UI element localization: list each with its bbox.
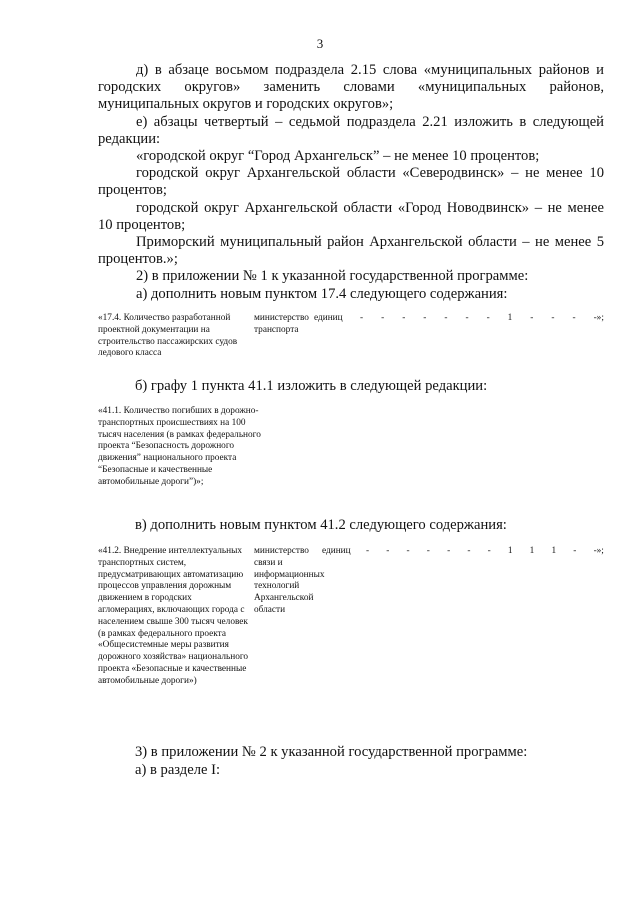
value-cell: - — [487, 546, 491, 556]
value-cell: - — [381, 313, 385, 323]
row-responsible: министерство транспорта — [254, 313, 309, 335]
value-cell: - — [467, 546, 471, 556]
value-cell: - — [486, 313, 490, 323]
value-cell: - — [366, 546, 370, 556]
value-cell: - — [530, 313, 534, 323]
amendment-text — [98, 62, 604, 303]
paragraph-3: 3) в приложении № 2 к указанной государственной программе: — [135, 744, 528, 760]
page-number: 3 — [316, 36, 324, 51]
value-cell: - — [386, 546, 390, 556]
quote-primorsky: Приморский муниципальный район Архангельской области – не менее 5 процентов.»; — [98, 234, 604, 268]
value-cell: 1 — [551, 546, 557, 556]
value-cell: - — [426, 546, 430, 556]
value-cell: - — [447, 546, 451, 556]
row-indicator-name: «17.4. Количество разработанной проектной документации на строительство пассажирских судов ледового класса — [98, 313, 238, 359]
value-cell: -»; — [593, 546, 604, 556]
value-cell: - — [465, 313, 469, 323]
value-cell: - — [423, 313, 427, 323]
value-cell: - — [573, 546, 577, 556]
value-cell: - — [572, 313, 576, 323]
value-cell: - — [402, 313, 406, 323]
heading-b: б) графу 1 пункта 41.1 изложить в следующей редакции: — [135, 378, 488, 394]
row-responsible: министерство связи и информационных технологий Архангельской области — [254, 546, 325, 615]
value-cell: - — [406, 546, 410, 556]
row-values — [366, 546, 604, 556]
value-cell: - — [360, 313, 364, 323]
row-unit: единиц — [314, 313, 343, 323]
heading-v: в) дополнить новым пунктом 41.2 следующего содержания: — [135, 517, 507, 533]
quote-novodvinsk: городской округ Архангельской области «Город Новодвинск» – не менее 10 процентов; — [98, 199, 604, 233]
value-cell: - — [444, 313, 448, 323]
quote-severodvinsk: городской округ Архангельской области «Северодвинск» – не менее 10 процентов; — [98, 165, 604, 199]
row-unit: единиц — [322, 546, 351, 556]
value-cell: 1 — [529, 546, 535, 556]
paragraph-e: е) абзацы четвертый – седьмой подраздела 2.21 изложить в следующей редакции: — [98, 113, 604, 147]
value-cell: 1 — [507, 313, 513, 323]
paragraph-3a: а) в разделе I: — [135, 762, 221, 778]
row-values — [360, 313, 604, 323]
row-indicator-name: «41.2. Внедрение интеллектуальных транспортных систем, предусматривающих автоматизацию процессов управления дорожным движением в городских агломерациях, включающих города с населением свыше 300 тысяч человек (в рамках федерального проекта «Общесистемные меры развития дорожного хозяйства» национального проекта «Безопасные и качественные автомобильные дороги») — [98, 546, 249, 686]
paragraph-d: д) в абзаце восьмом подраздела 2.15 слова «муниципальных районов и городских округов» заменить словами «муниципальных районов, муниципальных округов и городских округов»; — [98, 62, 604, 113]
quote-arkhangelsk: «городской округ “Город Архангельск” – не менее 10 процентов; — [136, 148, 540, 165]
value-cell: 1 — [507, 546, 513, 556]
value-cell: -»; — [593, 313, 604, 323]
paragraph-2a: а) дополнить новым пунктом 17.4 следующего содержания: — [136, 285, 508, 302]
value-cell: - — [551, 313, 555, 323]
paragraph-2: 2) в приложении № 1 к указанной государственной программе: — [136, 268, 529, 285]
table-row-41-1: «41.1. Количество погибших в дорожно-транспортных происшествиях на 100 тысяч населения (в рамках федерального проекта “Безопасность дорожного движения” национального проекта “Безопасные и качественные автомобильные дороги”)»; — [98, 406, 261, 487]
